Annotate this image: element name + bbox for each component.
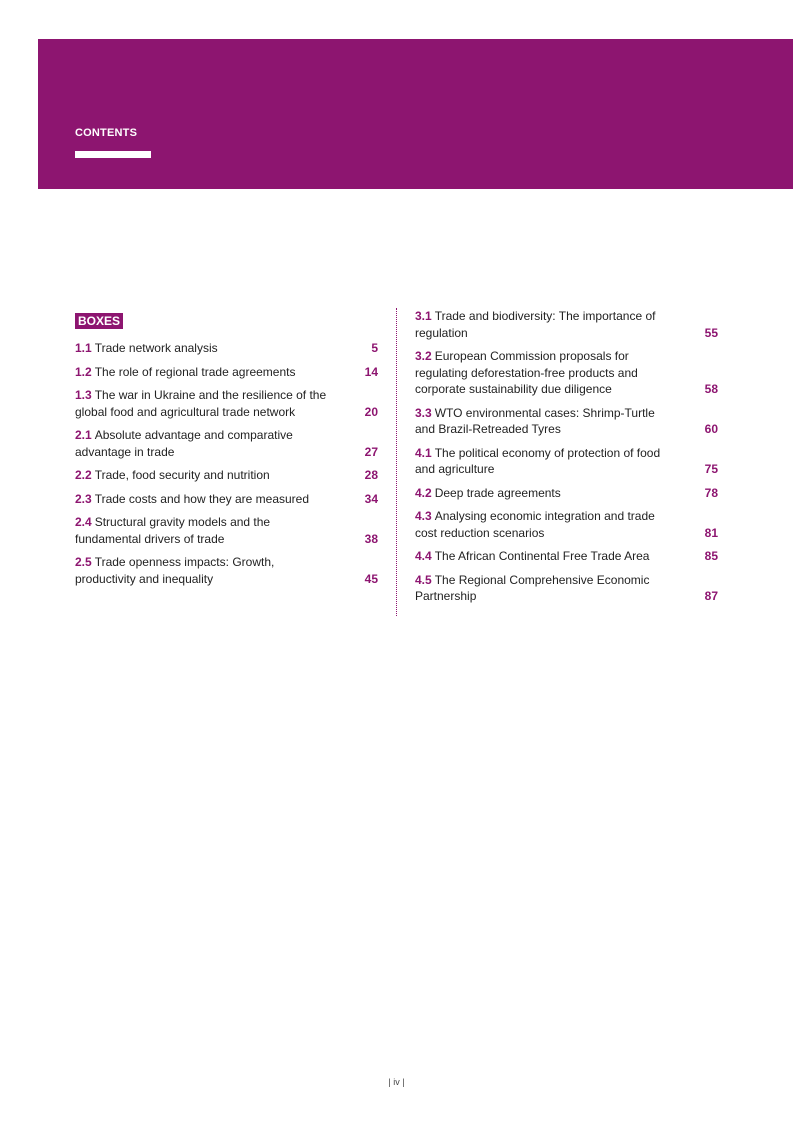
entry-number: 1.1 (75, 341, 92, 355)
entry-title: WTO environmental cases: Shrimp-Turtle and Brazil-Retreaded Tyres (415, 405, 655, 436)
entry-page: 28 (364, 468, 378, 482)
entry-page: 60 (704, 422, 718, 436)
toc-entry[interactable] (75, 467, 378, 484)
entry-page: 75 (704, 462, 718, 476)
entry-title: Trade network analysis (94, 341, 218, 355)
entry-title: Deep trade agreements (434, 485, 561, 500)
toc-entry[interactable] (75, 554, 378, 587)
toc-entry[interactable] (75, 340, 378, 357)
toc-entry[interactable] (415, 485, 718, 502)
toc-entry[interactable] (415, 572, 718, 605)
entry-page: 20 (364, 404, 378, 419)
header-banner (38, 39, 793, 189)
column-divider (396, 308, 397, 616)
boxes-section-label: BOXES (75, 313, 123, 329)
entry-title: Absolute advantage and comparative advantage in trade (75, 428, 293, 459)
toc-entry[interactable] (75, 491, 378, 508)
entry-title: The political economy of protection of food and agriculture (415, 445, 661, 476)
entry-number: 4.1 (415, 445, 432, 460)
entry-page: 27 (364, 444, 378, 459)
entry-number: 4.4 (415, 549, 432, 563)
entry-number: 2.3 (75, 491, 92, 506)
entry-page: 34 (364, 491, 378, 506)
toc-entry[interactable] (415, 308, 718, 341)
entry-title: Structural gravity models and the fundamental drivers of trade (75, 515, 271, 546)
toc-entry[interactable] (75, 387, 378, 420)
toc-entry[interactable] (415, 445, 718, 478)
entry-number: 2.5 (75, 555, 92, 569)
entry-page: 38 (364, 531, 378, 546)
entry-number: 2.1 (75, 428, 92, 442)
entry-number: 4.3 (415, 509, 432, 523)
entry-number: 3.3 (415, 405, 432, 420)
heading-underline (75, 151, 151, 158)
entry-title: The war in Ukraine and the resilience of the global food and agricultural trade network (75, 388, 327, 419)
entry-page: 87 (704, 589, 718, 603)
entry-title: The role of regional trade agreements (94, 364, 296, 379)
toc-entry[interactable] (415, 405, 718, 438)
toc-left-column (75, 340, 378, 594)
entry-page: 58 (704, 382, 718, 396)
entry-title: Analysing economic integration and trade cost reduction scenarios (415, 509, 655, 540)
entry-title: Trade openness impacts: Growth, productivity and inequality (75, 555, 275, 586)
entry-title: The Regional Comprehensive Economic Partnership (415, 572, 650, 603)
entry-number: 1.3 (75, 388, 92, 402)
entry-number: 4.2 (415, 485, 432, 500)
entry-page: 81 (704, 525, 718, 540)
entry-page: 85 (704, 549, 718, 563)
entry-number: 3.2 (415, 349, 432, 363)
entry-title: Trade, food security and nutrition (94, 468, 270, 482)
contents-heading: CONTENTS (75, 127, 138, 139)
toc-entry[interactable] (415, 348, 718, 398)
toc-entry[interactable] (415, 548, 718, 565)
entry-page: 55 (704, 325, 718, 340)
toc-right-column (415, 308, 718, 612)
entry-number: 1.2 (75, 364, 92, 379)
toc-entry[interactable] (75, 364, 378, 381)
page-number: | iv | (388, 1077, 405, 1087)
toc-entry[interactable] (75, 427, 378, 460)
entry-number: 2.2 (75, 468, 92, 482)
entry-title: The African Continental Free Trade Area (434, 549, 650, 563)
entry-title: Trade costs and how they are measured (94, 491, 310, 506)
entry-number: 4.5 (415, 572, 432, 587)
toc-entry[interactable] (415, 508, 718, 541)
entry-title: Trade and biodiversity: The importance of regulation (415, 309, 656, 340)
entry-number: 2.4 (75, 515, 92, 529)
entry-page: 78 (704, 485, 718, 500)
toc-entry[interactable] (75, 514, 378, 547)
entry-page: 45 (364, 571, 378, 586)
entry-page: 14 (364, 364, 378, 379)
entry-title: European Commission proposals for regulating deforestation-free products and corporate sustainability due diligence (415, 349, 638, 396)
entry-number: 3.1 (415, 309, 432, 323)
entry-page: 5 (371, 341, 378, 355)
